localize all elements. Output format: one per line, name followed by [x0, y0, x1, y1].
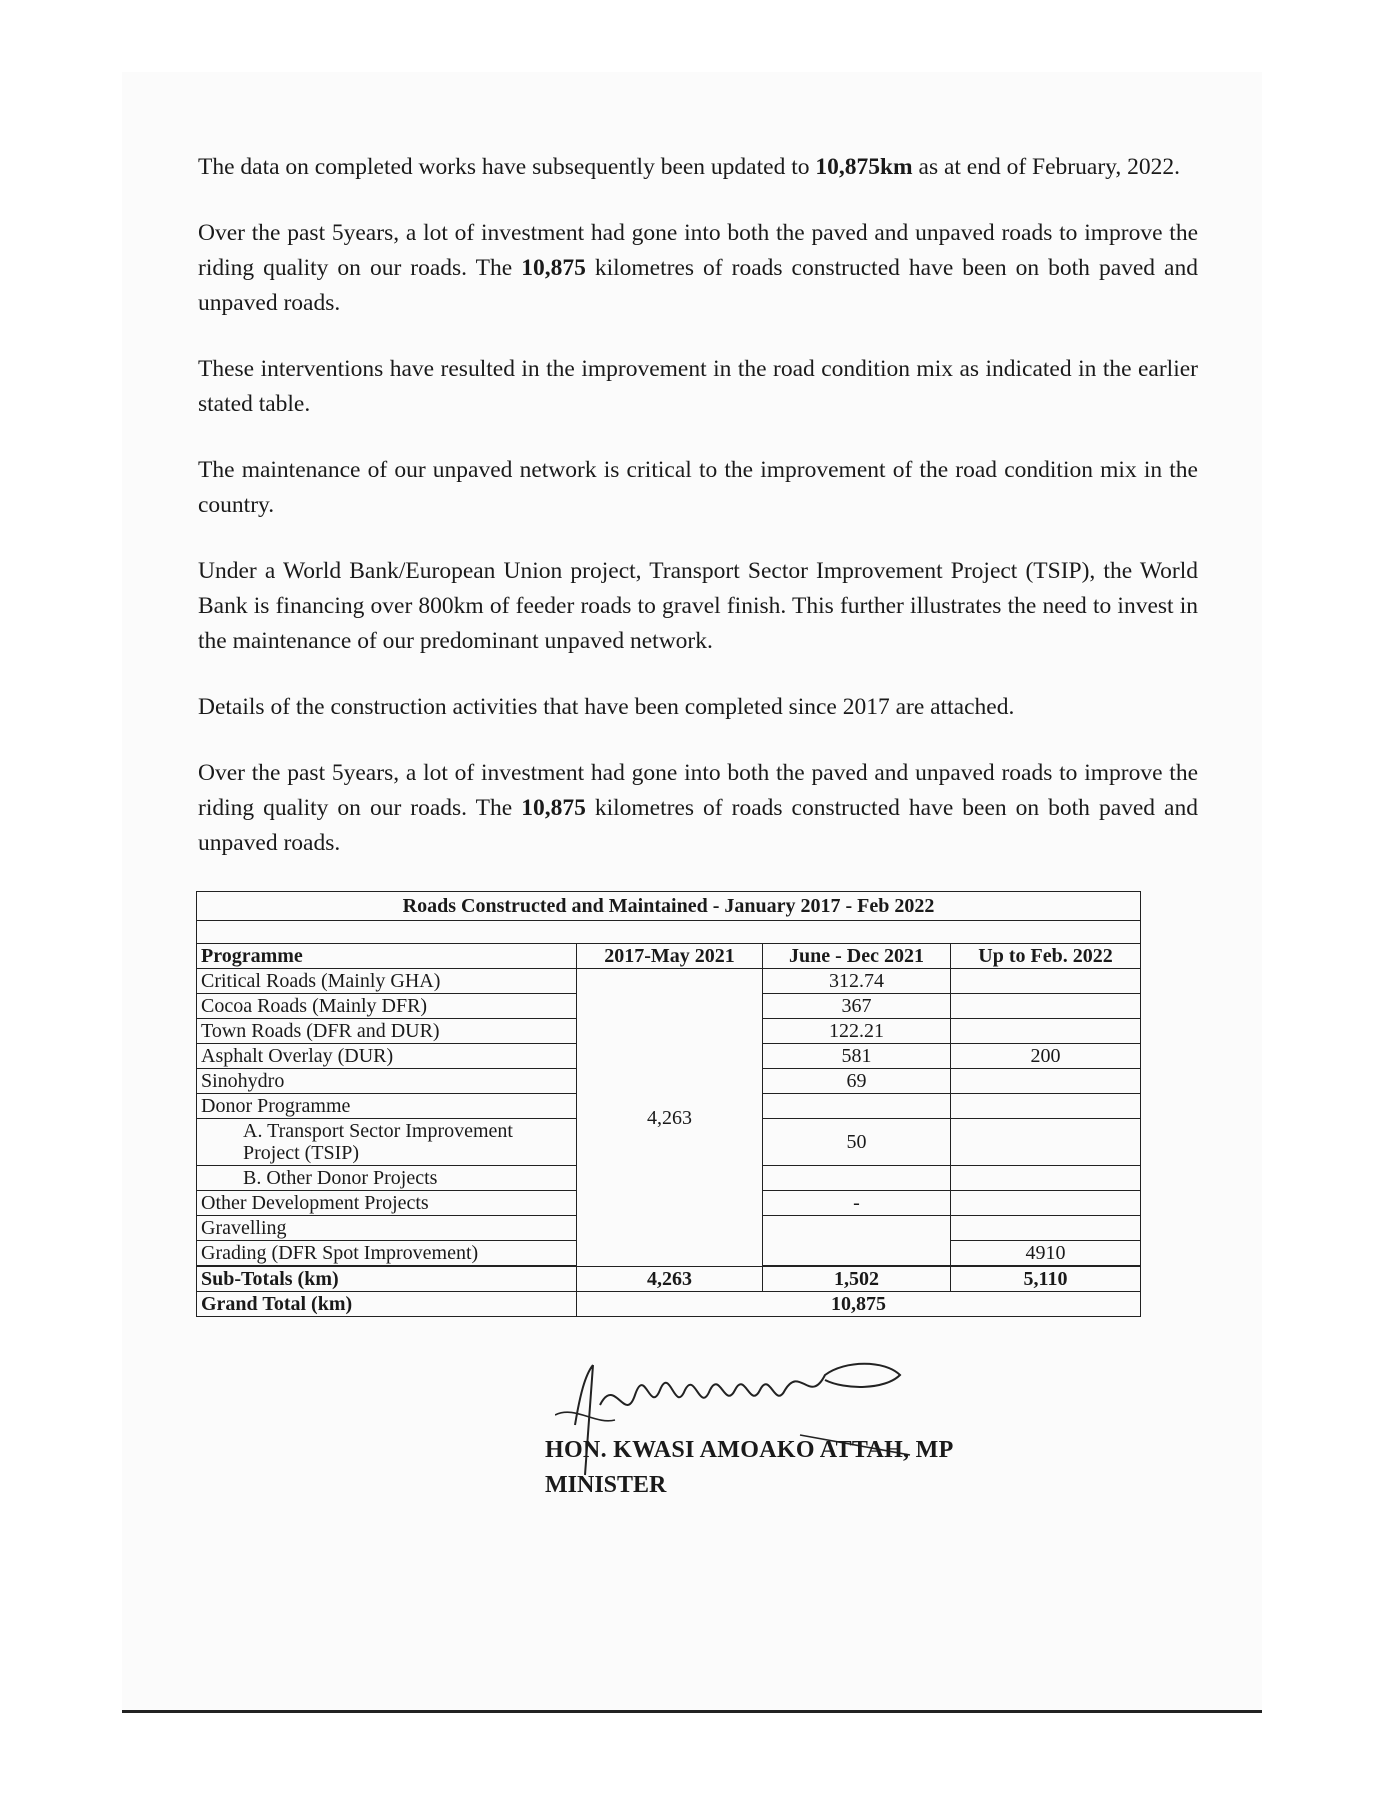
paragraph-tsip: Under a World Bank/European Union project, Transport Sector Improvement Project (TSIP), the World Bank is financing over 800km of feeder roads to gravel finish. This further illustrates the need to invest in the maintenance of our predominant unpaved network.	[198, 558, 1198, 654]
cell-feb	[951, 994, 1141, 1019]
table-caption: Roads Constructed and Maintained - January 2017 - Feb 2022	[197, 892, 1141, 921]
cell-programme: Grading (DFR Spot Improvement)	[197, 1241, 577, 1266]
cell-feb	[951, 1069, 1141, 1094]
cell-feb	[951, 1166, 1141, 1191]
roads-table	[196, 891, 1141, 1317]
subtotal-2017-may-2021: 4,263	[577, 1267, 763, 1292]
grand-total-row	[197, 1292, 1141, 1317]
signatory-title: MINISTER	[545, 1472, 667, 1498]
table-header-row	[197, 944, 1141, 969]
cell-june-dec: 312.74	[763, 969, 951, 994]
highlight-km: 10,875km	[815, 154, 913, 180]
cell-merged-2017-may-2021: 4,263	[577, 969, 763, 1267]
subtotal-label: Sub-Totals (km)	[197, 1267, 577, 1292]
cell-programme: Critical Roads (Mainly GHA)	[197, 969, 577, 994]
subtotal-feb: 5,110	[951, 1267, 1141, 1292]
cell-feb: 4910	[951, 1241, 1141, 1266]
cell-programme: Cocoa Roads (Mainly DFR)	[197, 994, 577, 1019]
cell-programme: Other Development Projects	[197, 1191, 577, 1216]
header-2017-may-2021: 2017-May 2021	[577, 944, 763, 969]
cell-programme: Gravelling	[197, 1216, 577, 1241]
cell-june-dec: 581	[763, 1044, 951, 1069]
subtotal-june-dec: 1,502	[763, 1267, 951, 1292]
paragraph-details: Details of the construction activities that have been completed since 2017 are attached.	[198, 694, 1015, 720]
cell-programme: Sinohydro	[197, 1069, 577, 1094]
header-up-to-feb-2022: Up to Feb. 2022	[951, 944, 1141, 969]
header-programme: Programme	[197, 944, 577, 969]
cell-programme: A. Transport Sector Improvement Project (TSIP)	[197, 1119, 577, 1166]
highlight-km: 10,875	[521, 255, 586, 281]
footer-rule	[122, 1710, 1262, 1713]
text: Over the past 5years, a lot of investment had gone into both the paved and unpaved roads to improve the riding quality on our roads. The	[198, 220, 1198, 281]
cell-june-dec: 69	[763, 1069, 951, 1094]
paragraph-investment-repeat	[198, 756, 1198, 861]
text: kilometres of roads constructed have been on both paved and unpaved roads.	[198, 795, 1198, 856]
grand-total-label: Grand Total (km)	[197, 1292, 577, 1317]
signatory-name: HON. KWASI AMOAKO ATTAH, MP	[545, 1437, 954, 1463]
cell-feb	[951, 1119, 1141, 1166]
document-body	[198, 150, 1198, 861]
cell-feb	[951, 1216, 1141, 1241]
paragraph-maintenance: The maintenance of our unpaved network is critical to the improvement of the road condition mix in the country.	[198, 457, 1198, 518]
subtotal-row	[197, 1267, 1141, 1292]
grand-total-value: 10,875	[577, 1292, 1141, 1317]
table-row	[197, 969, 1141, 994]
cell-feb	[951, 1019, 1141, 1044]
cell-programme: Asphalt Overlay (DUR)	[197, 1044, 577, 1069]
text: kilometres of roads constructed have been on both paved and unpaved roads.	[198, 255, 1198, 316]
cell-feb	[951, 969, 1141, 994]
cell-june-dec	[763, 1094, 951, 1119]
cell-june-dec: 50	[763, 1119, 951, 1166]
cell-feb	[951, 1191, 1141, 1216]
text: as at end of February, 2022.	[912, 154, 1180, 180]
text: Over the past 5years, a lot of investment had gone into both the paved and unpaved roads to improve the riding quality on our roads. The	[198, 760, 1198, 821]
cell-programme: Donor Programme	[197, 1094, 577, 1119]
paragraph-completed-works	[198, 150, 1198, 185]
cell-feb	[951, 1094, 1141, 1119]
cell-june-dec	[763, 1166, 951, 1191]
paragraph-interventions: These interventions have resulted in the improvement in the road condition mix as indicated in the earlier stated table.	[198, 356, 1198, 417]
highlight-km: 10,875	[521, 795, 586, 821]
text: The data on completed works have subsequently been updated to	[198, 154, 816, 180]
cell-programme: B. Other Donor Projects	[197, 1166, 577, 1191]
cell-june-dec	[763, 1216, 951, 1266]
paragraph-investment	[198, 216, 1198, 321]
cell-programme: Town Roads (DFR and DUR)	[197, 1019, 577, 1044]
cell-feb: 200	[951, 1044, 1141, 1069]
cell-june-dec: 122.21	[763, 1019, 951, 1044]
cell-june-dec: -	[763, 1191, 951, 1216]
header-june-dec-2021: June - Dec 2021	[763, 944, 951, 969]
table-spacer	[197, 921, 1141, 944]
cell-june-dec: 367	[763, 994, 951, 1019]
